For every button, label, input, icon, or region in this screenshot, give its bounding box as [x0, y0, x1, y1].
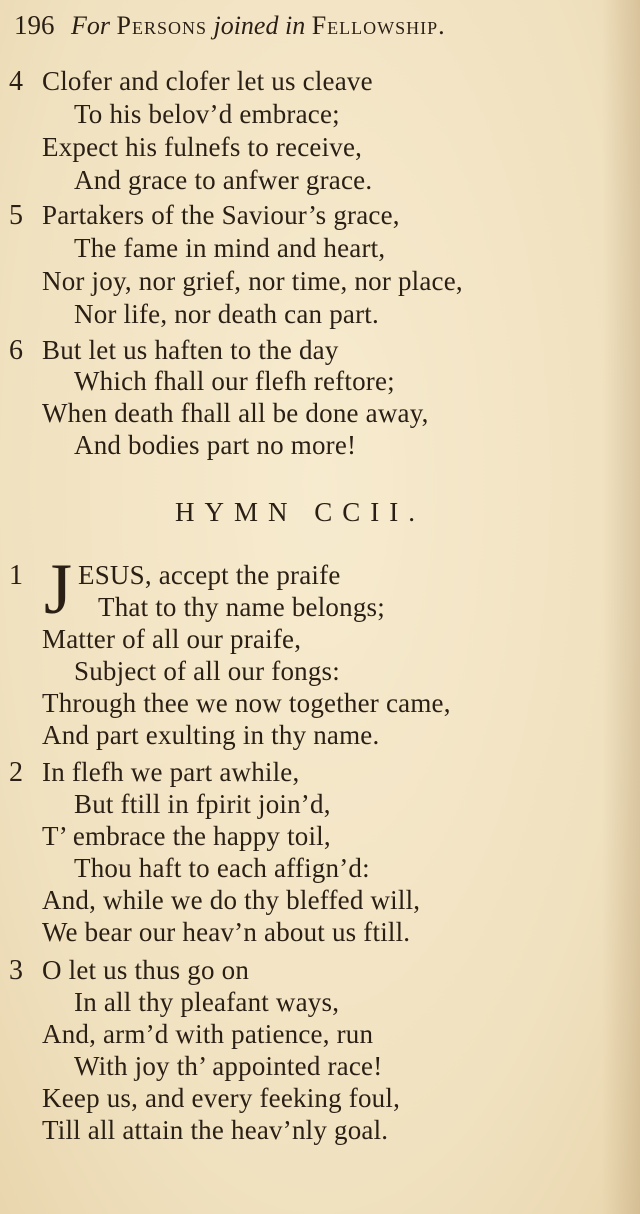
verse-line: Thou haft to each affign’d: [74, 853, 370, 883]
verse-line: Through thee we now together came, [42, 688, 451, 718]
header-persons: Persons [116, 11, 207, 40]
verse-line: Keep us, and every feeking foul, [42, 1083, 401, 1113]
verse-line: Till all attain the heav’nly goal. [42, 1115, 389, 1145]
verse-number: 6 [9, 335, 23, 366]
verse-line: And grace to anfwer grace. [74, 165, 373, 195]
verse-line: O let us thus go on [42, 955, 250, 985]
verse-line: Expect his fulnefs to receive, [42, 132, 363, 162]
drop-cap: J [44, 549, 73, 629]
verse-line: In all thy pleafant ways, [74, 987, 340, 1017]
page-number: 196 [14, 10, 55, 40]
verse-line: Which fhall our flefh reftore; [74, 366, 395, 396]
verse-line: And, arm’d with patience, run [42, 1019, 374, 1049]
verse-number: 4 [9, 66, 23, 97]
header-for: For [71, 11, 110, 40]
header-joined-in: joined in [213, 11, 306, 40]
verse-line: That to thy name belongs; [98, 592, 385, 622]
verse-line: Partakers of the Saviour’s grace, [42, 200, 400, 230]
verse-line: ESUS, accept the praife [78, 560, 341, 590]
verse-number: 5 [9, 200, 23, 231]
verse-line: The fame in mind and heart, [74, 233, 386, 263]
verse-line: And, while we do thy bleffed will, [42, 885, 421, 915]
verse-line: Matter of all our praife, [42, 624, 302, 654]
header-fellowship: Fellowship. [311, 11, 446, 40]
hymn-title: HYMN CCII. [174, 497, 425, 527]
verse-line: But ftill in fpirit join’d, [74, 789, 331, 819]
verse-line: Clofer and clofer let us cleave [42, 66, 373, 96]
verse-line: To his belov’d embrace; [74, 99, 340, 129]
verse-line: When death fhall all be done away, [42, 398, 429, 428]
verse-line: But let us haften to the day [42, 335, 339, 365]
verse-line: Nor joy, nor grief, nor time, nor place, [42, 266, 463, 296]
verse-line: Subject of all our fongs: [74, 656, 340, 686]
verse-line: We bear our heav’n about us ftill. [42, 917, 411, 947]
verse-number: 2 [9, 757, 23, 788]
running-header [14, 10, 620, 41]
verse-line: And bodies part no more! [74, 430, 357, 460]
verse-line: In flefh we part awhile, [42, 757, 300, 787]
verse-line: T’ embrace the happy toil, [42, 821, 331, 851]
verse-number: 3 [9, 955, 23, 986]
verse-line: And part exulting in thy name. [42, 720, 380, 750]
verse-line: With joy th’ appointed race! [74, 1051, 383, 1081]
verse-number: 1 [9, 560, 23, 591]
verse-line: Nor life, nor death can part. [74, 299, 379, 329]
